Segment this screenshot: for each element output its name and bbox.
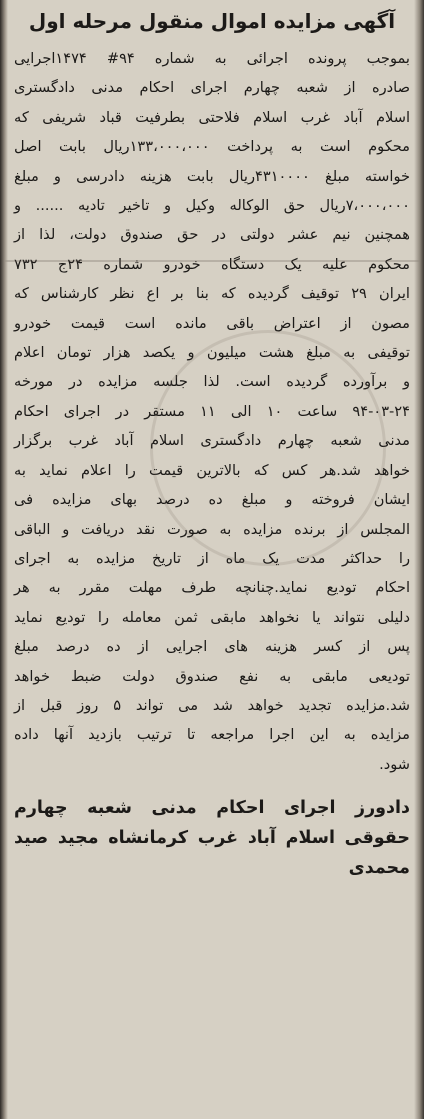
paper-edge-shadow — [0, 0, 8, 1119]
signature-line: دادورز اجرای احکام مدنی شعبه چهارم — [14, 798, 410, 819]
body-line: مزایده به این اجرا مراجعه تا ترتیب بازدید آنها داده — [14, 726, 410, 744]
body-line: شود. — [379, 755, 410, 773]
body-line: همچنین نیم عشر دولتی در حق صندوق دولت، لذا از — [14, 226, 410, 244]
body-line: ۷،۰۰۰،۰۰۰ریال حق الوکاله وکیل و تاخیر تادیه ...... و — [14, 197, 410, 215]
body-line: ۹۴-۰۳-۲۴ ساعت ۱۰ الی ۱۱ مستقر در اجرای احکام — [14, 402, 410, 420]
notice-heading: آگهی مزایده اموال منقول مرحله اول — [28, 9, 396, 33]
body-line: را حداکثر مدت یک ماه از تاریخ مزایده به اجرای — [14, 549, 410, 567]
body-line: محکوم علیه یک دستگاه خودرو شماره ۲۴ج ۷۳۲ — [14, 255, 410, 273]
body-line: دلیلی نتواند یا نخواهد مابقی ثمن معامله را توديع نماید — [14, 608, 410, 626]
body-line: شد.مزایده تجدید خواهد شد می تواند ۵ روز قبل از — [14, 696, 410, 714]
body-line: خواسته مبلغ ۴۳۱۰۰۰۰ریال بابت هزینه دادرسی و مبلغ — [14, 167, 411, 185]
body-line: پس از کسر هزینه های اجرایی از ده درصد مبلغ — [14, 638, 410, 656]
notice-body — [14, 44, 410, 779]
body-line: المجلس از برنده مزایده به صورت نقد دریافت و الباقی — [14, 520, 410, 538]
body-line: بموجب پرونده اجرائی به شماره ۹۴# ۱۴۷۴اجرایی — [14, 50, 410, 67]
body-line: توديعی مابقی به نفع صندوق دولت ضبط خواهد — [14, 667, 410, 685]
body-line: احکام تودیع نماید.چنانچه طرف مهلت مقرر به هر — [14, 579, 410, 597]
signature-block — [14, 793, 410, 883]
body-line: محکوم است به پرداخت ۱۳۳،۰۰۰،۰۰۰ریال بابت اصل — [14, 138, 410, 156]
signature-line: محمدی — [348, 858, 410, 879]
body-line: ایشان فروخته و مبلغ ده درصد بهای مزایده فی — [14, 491, 410, 509]
body-line: صادره از شعبه چهارم اجرای احکام مدنی دادگستری — [14, 79, 410, 97]
body-line: خواهد شد.هر کس که بالاترین قیمت را اعلام نماید به — [14, 461, 410, 479]
body-line: مصون از اعتراض باقی مانده است قیمت خودرو — [14, 314, 410, 332]
signature-line: حقوقی اسلام آباد غرب کرمانشاه مجید صید — [14, 828, 410, 849]
body-line: مدنی شعبه چهارم دادگستری اسلام آباد غرب برگزار — [14, 432, 410, 450]
body-line: اسلام آباد غرب اسلام فلاحتی بطرفیت قباد شریفی که — [14, 108, 410, 126]
body-line: ایران ۲۹ توقیف گردیده که بنا بر اع نظر کارشناس که — [14, 285, 410, 303]
body-line: توقیفی به مبلغ هشت میلیون و یکصد هزار تومان اعلام — [14, 344, 410, 362]
body-line: و برآورده گردیده است. لذا جلسه مزایده در مورخه — [14, 373, 410, 391]
